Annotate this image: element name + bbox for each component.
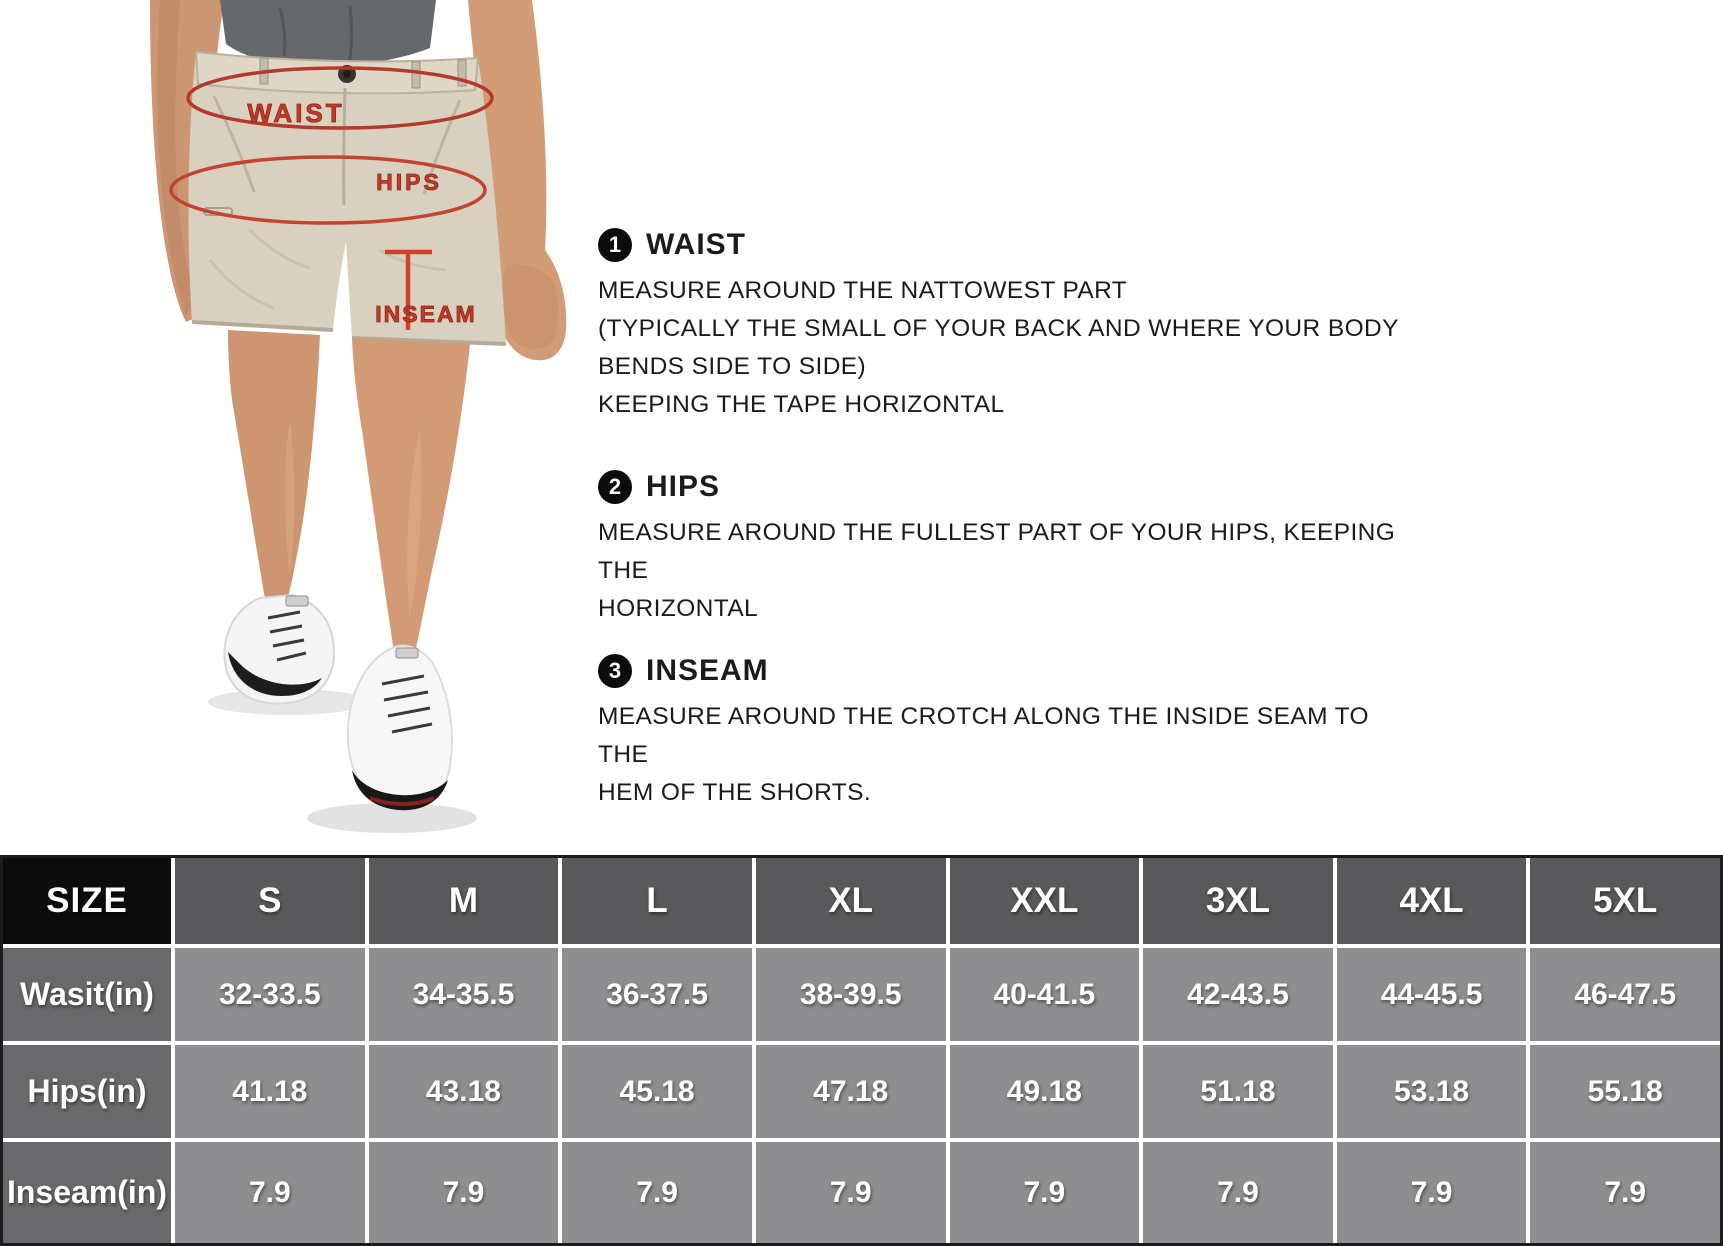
step-2-badge: 2 <box>598 470 632 504</box>
inseam-value-5xl: 7.9 <box>1530 1142 1720 1243</box>
row-label-inseam: Inseam(in) <box>3 1142 171 1243</box>
waist-value-3xl: 42-43.5 <box>1143 948 1333 1041</box>
hips-value-s: 41.18 <box>175 1045 365 1138</box>
inseam-figure-label: INSEAM <box>375 301 477 327</box>
instruction-waist-line: (TYPICALLY THE SMALL OF YOUR BACK AND WHERE YOUR BODY <box>598 315 1399 342</box>
step-3-badge: 3 <box>598 654 632 688</box>
hips-value-4xl: 53.18 <box>1337 1045 1527 1138</box>
waist-value-l: 36-37.5 <box>562 948 752 1041</box>
inseam-value-3xl: 7.9 <box>1143 1142 1333 1243</box>
measuring-instructions <box>598 228 1418 812</box>
column-header-4xl: 4XL <box>1337 858 1527 944</box>
hips-value-xl: 47.18 <box>756 1045 946 1138</box>
inseam-value-xxl: 7.9 <box>950 1142 1140 1243</box>
hips-value-xxl: 49.18 <box>950 1045 1140 1138</box>
row-label-hips: Hips(in) <box>3 1045 171 1138</box>
inseam-value-4xl: 7.9 <box>1337 1142 1527 1243</box>
instruction-waist <box>598 228 1418 424</box>
row-label-waist: Wasit(in) <box>3 948 171 1041</box>
waist-value-s: 32-33.5 <box>175 948 365 1041</box>
shoe-tongue-label <box>286 596 308 606</box>
belt-loop <box>412 62 420 88</box>
instruction-inseam-title: INSEAM <box>646 654 769 687</box>
model-photo <box>0 0 600 855</box>
hips-value-3xl: 51.18 <box>1143 1045 1333 1138</box>
size-table-corner-header: SIZE <box>3 858 171 944</box>
waist-value-5xl: 46-47.5 <box>1530 948 1720 1041</box>
instruction-inseam <box>598 654 1418 812</box>
column-header-s: S <box>175 858 365 944</box>
instruction-waist-line: KEEPING THE TAPE HORIZONTAL <box>598 391 1005 418</box>
hips-value-5xl: 55.18 <box>1530 1045 1720 1138</box>
waist-figure-label: WAIST <box>247 98 345 128</box>
instruction-waist-line: BENDS SIDE TO SIDE) <box>598 353 867 380</box>
instruction-inseam-line: MEASURE AROUND THE CROTCH ALONG THE INSIDE SEAM TO THE <box>598 703 1370 768</box>
waist-value-xl: 38-39.5 <box>756 948 946 1041</box>
instruction-inseam-line: HEM OF THE SHORTS. <box>598 779 872 806</box>
inseam-value-xl: 7.9 <box>756 1142 946 1243</box>
instruction-waist-line: MEASURE AROUND THE NATTOWEST PART <box>598 277 1128 304</box>
column-header-3xl: 3XL <box>1143 858 1333 944</box>
instruction-hips-title: HIPS <box>646 470 721 503</box>
size-chart-table <box>0 855 1723 1246</box>
waist-value-4xl: 44-45.5 <box>1337 948 1527 1041</box>
column-header-xl: XL <box>756 858 946 944</box>
column-header-l: L <box>562 858 752 944</box>
step-1-badge: 1 <box>598 228 632 262</box>
column-header-m: M <box>369 858 559 944</box>
column-header-xxl: XXL <box>950 858 1140 944</box>
instruction-hips <box>598 470 1418 628</box>
waist-value-m: 34-35.5 <box>369 948 559 1041</box>
column-header-5xl: 5XL <box>1530 858 1720 944</box>
instruction-hips-line: HORIZONTAL <box>598 595 759 622</box>
inseam-value-l: 7.9 <box>562 1142 752 1243</box>
shoe-tongue-label <box>396 648 418 658</box>
instruction-hips-line: MEASURE AROUND THE FULLEST PART OF YOUR HIPS, KEEPING THE <box>598 519 1396 584</box>
hips-value-m: 43.18 <box>369 1045 559 1138</box>
hips-value-l: 45.18 <box>562 1045 752 1138</box>
shorts-button-center <box>343 70 351 78</box>
inseam-value-m: 7.9 <box>369 1142 559 1243</box>
left-leg <box>228 330 320 606</box>
hips-figure-label: HIPS <box>376 169 442 195</box>
waist-value-xxl: 40-41.5 <box>950 948 1140 1041</box>
instruction-waist-title: WAIST <box>646 228 746 261</box>
inseam-value-s: 7.9 <box>175 1142 365 1243</box>
